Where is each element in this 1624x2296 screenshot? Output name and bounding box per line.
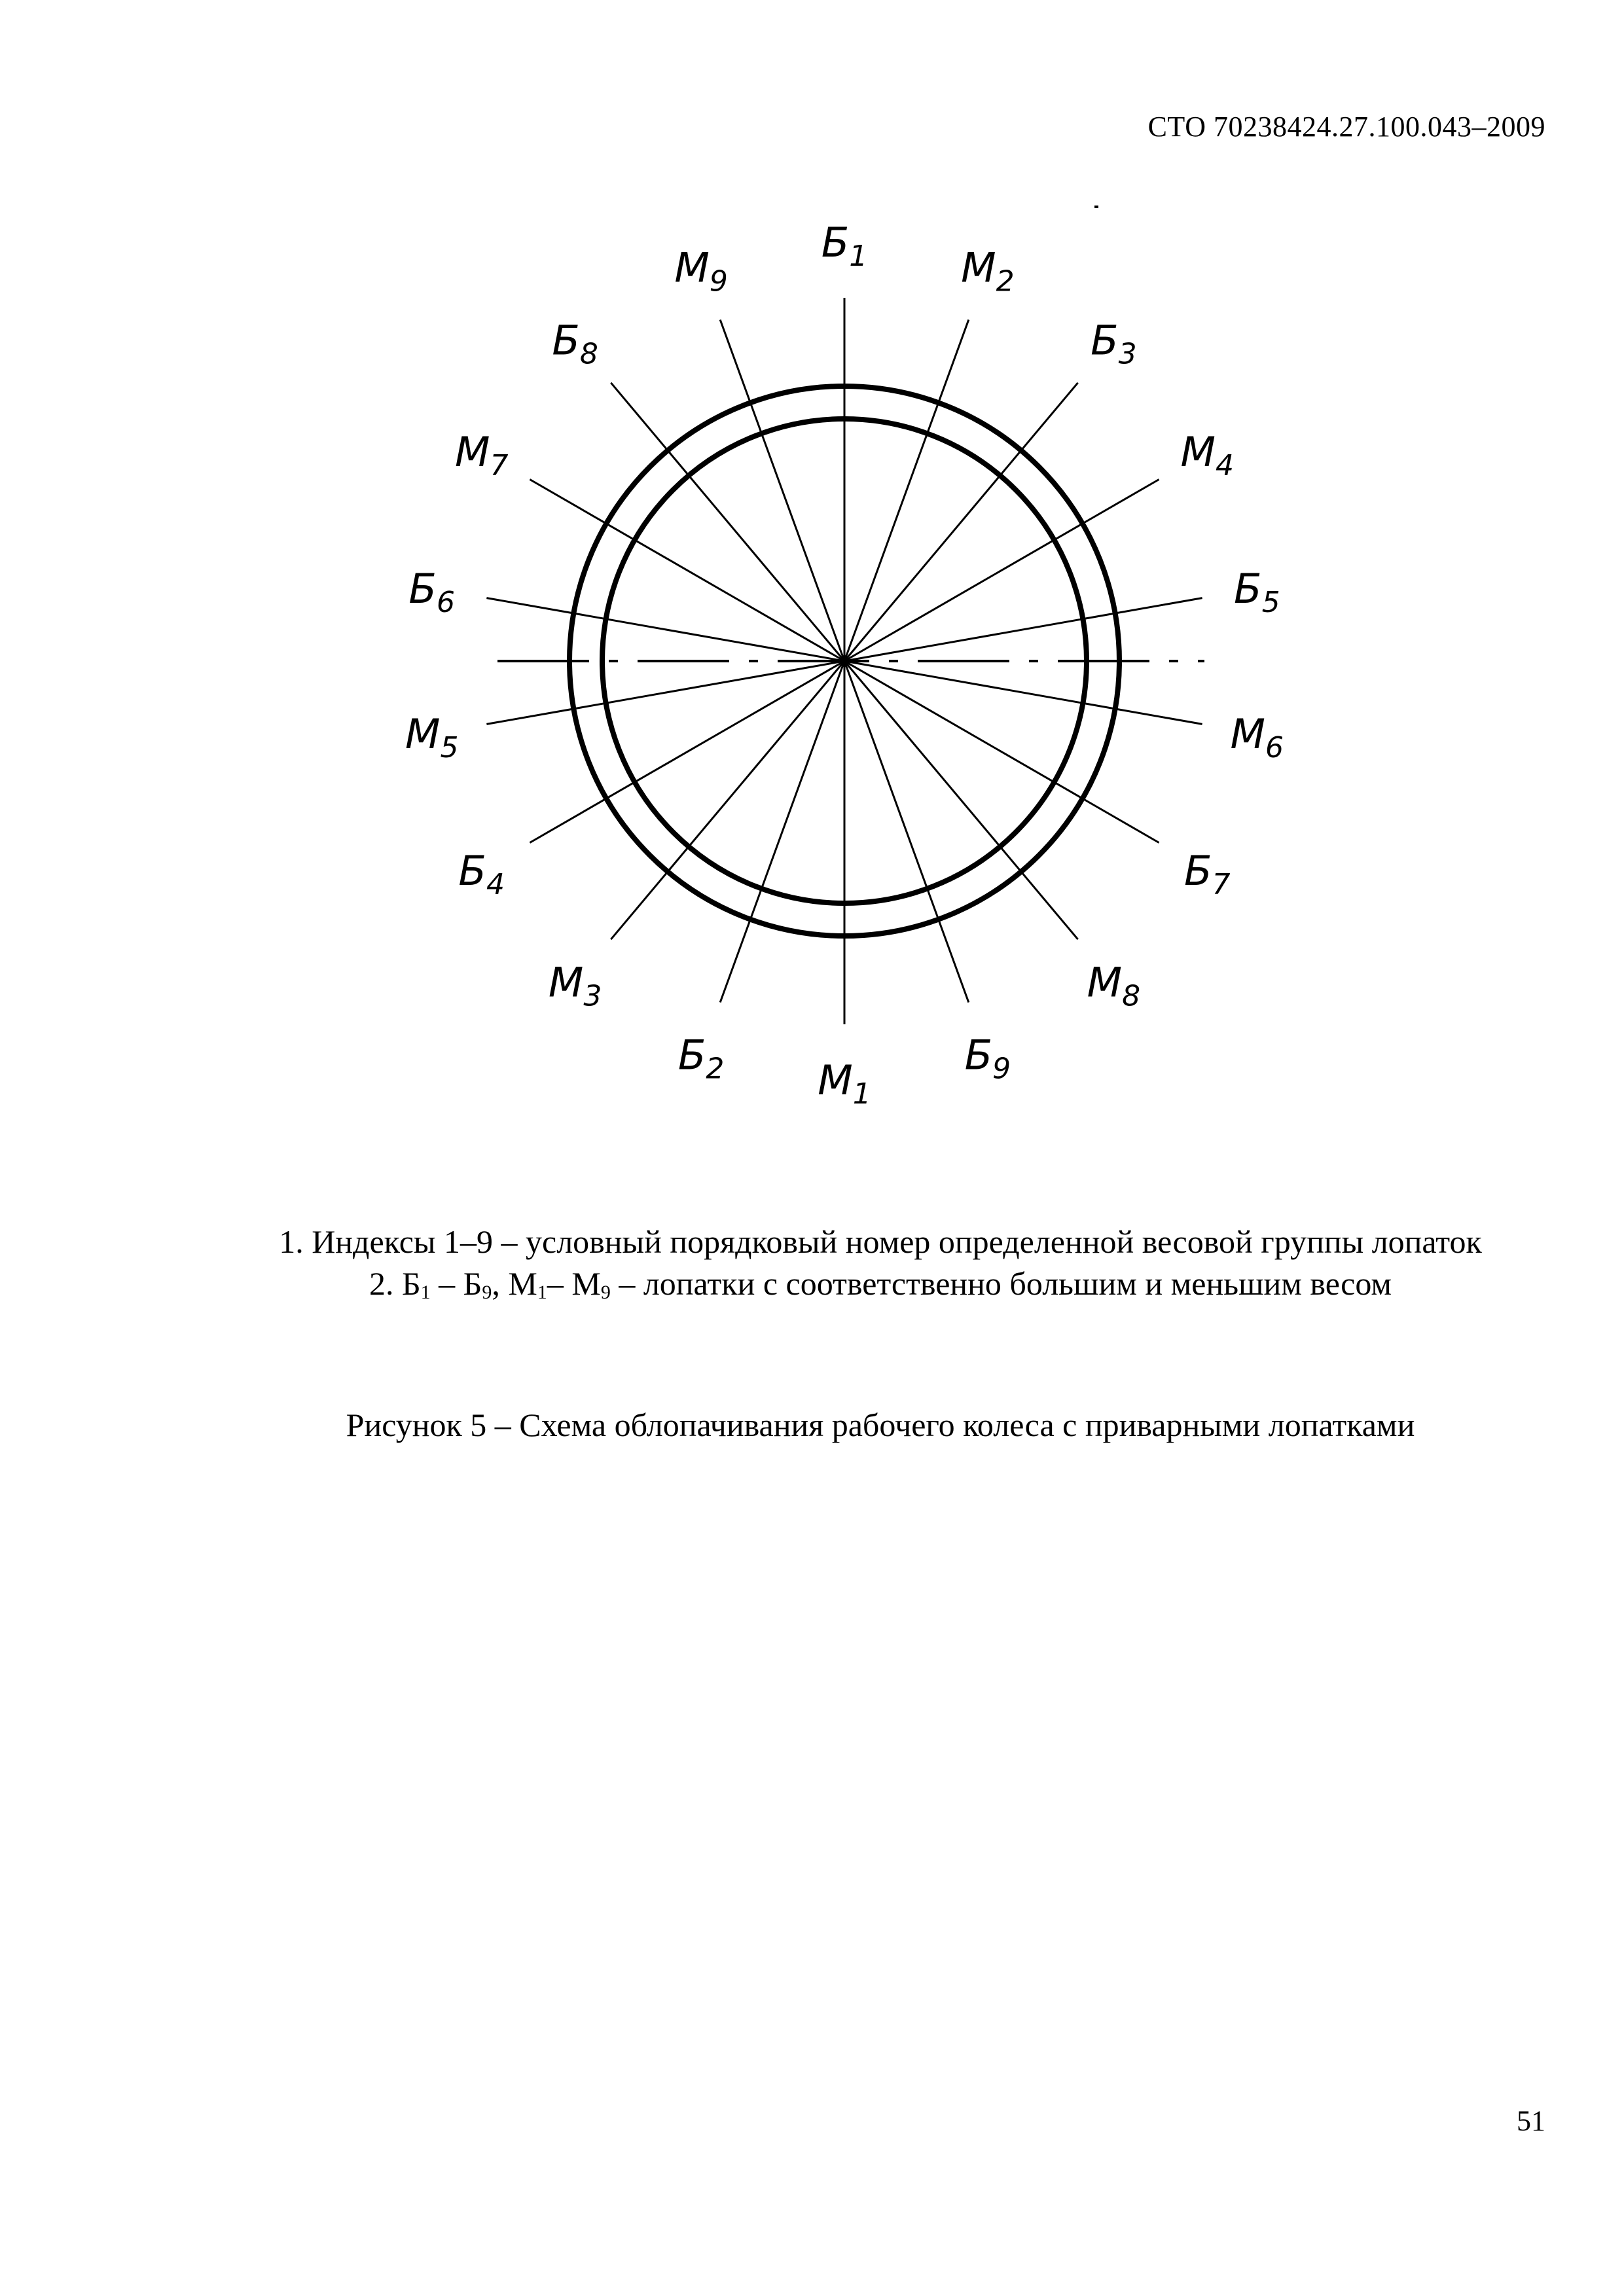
blade-label-m5: $М_5$	[405, 710, 459, 765]
blade-label-b9: $Б_9$	[964, 1031, 1011, 1086]
blade-label-b7: $Б_7$	[1184, 847, 1231, 901]
figure-notes	[190, 1221, 1571, 1304]
blade-label-m6: $М_6$	[1230, 710, 1284, 765]
blade-line-m9	[720, 320, 844, 662]
blade-label-m4: $М_4$	[1180, 428, 1235, 482]
blade-line-b9	[844, 661, 969, 1003]
blade-label-m9: $М_9$	[674, 243, 728, 298]
note-1: 1. Индексы 1–9 – условный порядковый номер определенной весовой группы лопаток	[279, 1223, 1482, 1260]
blade-label-b1: $Б_1$	[821, 219, 868, 273]
blade-line-m2	[844, 320, 969, 662]
document-code: СТО 70238424.27.100.043–2009	[1147, 111, 1545, 143]
blade-label-m8: $М_8$	[1087, 958, 1141, 1013]
blade-label-m2: $М_2$	[961, 243, 1015, 298]
blade-label-m7: $М_7$	[454, 428, 509, 482]
blade-label-b2: $Б_2$	[677, 1031, 725, 1086]
blade-line-b2	[720, 661, 844, 1003]
figure-caption: Рисунок 5 – Схема облопачивания рабочего колеса с приварными лопатками	[346, 1407, 1415, 1443]
blade-label-m1: $М_1$	[818, 1056, 871, 1111]
blade-label-b8: $Б_8$	[552, 316, 598, 371]
blade-label-b4: $Б_4$	[458, 847, 505, 901]
blade-label-b5: $Б_5$	[1234, 564, 1280, 619]
note-2: 2. $Б_1 - Б_9$, $М_1-$ $М_9$ – лопатки с соответственно большим и меньшим весом	[369, 1265, 1392, 1303]
blade-label-m3: $М_3$	[548, 958, 602, 1013]
blade-label-b6: $Б_6$	[408, 564, 455, 619]
blade-label-b3: $Б_3$	[1091, 316, 1137, 371]
page-number: 51	[1517, 2105, 1545, 2137]
